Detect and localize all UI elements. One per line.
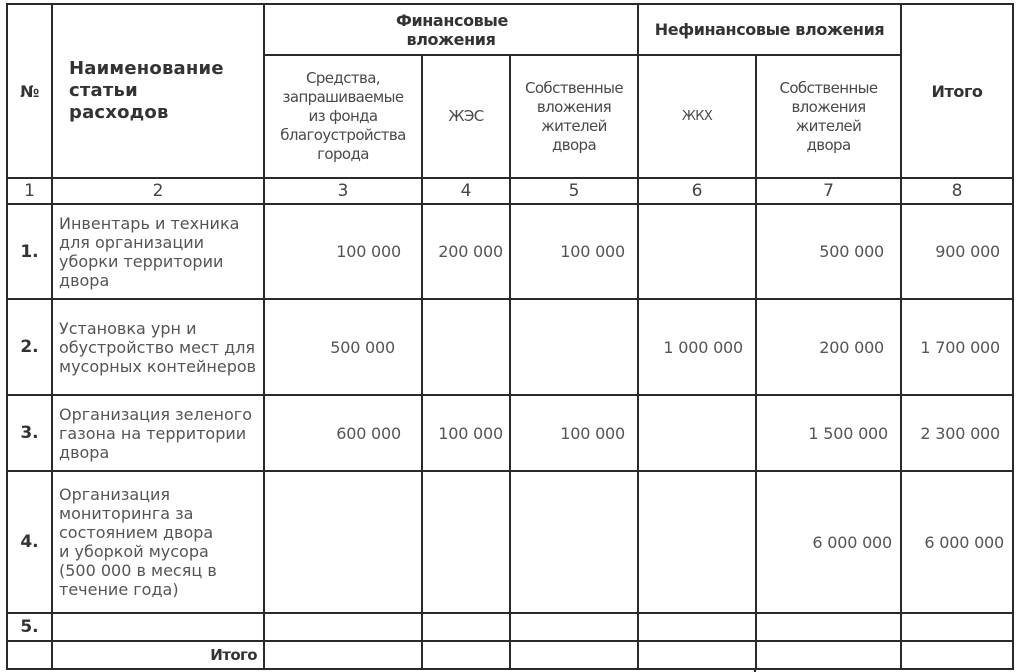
header-group-financial: Финансовые вложения bbox=[264, 4, 638, 55]
table-row bbox=[7, 613, 1013, 641]
cell-jes: 200 000 bbox=[422, 204, 510, 299]
total-cell bbox=[638, 641, 756, 669]
header-name: Наименование статьи расходов bbox=[52, 4, 264, 178]
stray-line bbox=[754, 668, 756, 672]
cell-city-fund: 100 000 bbox=[264, 204, 422, 299]
column-number: 6 bbox=[638, 178, 756, 204]
cell-residents-nonfin bbox=[756, 613, 901, 641]
header-residents-fin: Собственные вложения жителей двора bbox=[510, 55, 638, 178]
header-jes: ЖЭС bbox=[422, 55, 510, 178]
row-number: 4. bbox=[7, 471, 52, 613]
row-name: Организация зеленого газона на территории двора bbox=[52, 395, 264, 471]
cell-jes bbox=[422, 471, 510, 613]
cell-total: 900 000 bbox=[901, 204, 1013, 299]
column-number: 2 bbox=[52, 178, 264, 204]
cell-jkh bbox=[638, 204, 756, 299]
header-jkh: ЖКХ bbox=[638, 55, 756, 178]
cell-residents-fin bbox=[510, 613, 638, 641]
column-number-row bbox=[7, 178, 1013, 204]
cell-total: 2 300 000 bbox=[901, 395, 1013, 471]
cell-total: 6 000 000 bbox=[901, 471, 1013, 613]
table-row bbox=[7, 204, 1013, 299]
header-no: № bbox=[7, 4, 52, 178]
column-number: 4 bbox=[422, 178, 510, 204]
row-number: 5. bbox=[7, 613, 52, 641]
header-total: Итого bbox=[901, 4, 1013, 178]
cell-total bbox=[901, 613, 1013, 641]
total-cell bbox=[756, 641, 901, 669]
table-row bbox=[7, 299, 1013, 395]
cell-residents-nonfin: 1 500 000 bbox=[756, 395, 901, 471]
row-number: 1. bbox=[7, 204, 52, 299]
expense-table bbox=[6, 3, 1014, 670]
column-number: 5 bbox=[510, 178, 638, 204]
cell-jkh bbox=[638, 395, 756, 471]
row-name bbox=[52, 613, 264, 641]
row-number: 3. bbox=[7, 395, 52, 471]
header-group-nonfinancial: Нефинансовые вложения bbox=[638, 4, 901, 55]
cell-residents-fin bbox=[510, 471, 638, 613]
cell-city-fund bbox=[264, 613, 422, 641]
total-cell bbox=[422, 641, 510, 669]
column-number: 7 bbox=[756, 178, 901, 204]
total-cell bbox=[901, 641, 1013, 669]
cell-total: 1 700 000 bbox=[901, 299, 1013, 395]
cell-residents-fin: 100 000 bbox=[510, 395, 638, 471]
cell-residents-fin bbox=[510, 299, 638, 395]
header-city-fund: Средства, запрашиваемые из фонда благоустройства города bbox=[264, 55, 422, 178]
cell-jkh: 1 000 000 bbox=[638, 299, 756, 395]
cell-city-fund bbox=[264, 471, 422, 613]
cell-city-fund: 600 000 bbox=[264, 395, 422, 471]
total-empty-cell bbox=[7, 641, 52, 669]
row-name: Организация мониторинга за состоянием двора и уборкой мусора (500 000 в месяц в течение года) bbox=[52, 471, 264, 613]
row-number: 2. bbox=[7, 299, 52, 395]
cell-residents-nonfin: 200 000 bbox=[756, 299, 901, 395]
total-row bbox=[7, 641, 1013, 669]
header-residents-nonfin: Собственные вложения жителей двора bbox=[756, 55, 901, 178]
column-number: 3 bbox=[264, 178, 422, 204]
table-row bbox=[7, 471, 1013, 613]
column-number: 8 bbox=[901, 178, 1013, 204]
cell-jkh bbox=[638, 471, 756, 613]
cell-residents-fin: 100 000 bbox=[510, 204, 638, 299]
total-label: Итого bbox=[52, 641, 264, 669]
total-cell bbox=[264, 641, 422, 669]
total-cell bbox=[510, 641, 638, 669]
cell-jes: 100 000 bbox=[422, 395, 510, 471]
cell-jes bbox=[422, 613, 510, 641]
row-name: Инвентарь и техника для организации уборки территории двора bbox=[52, 204, 264, 299]
column-number: 1 bbox=[7, 178, 52, 204]
cell-residents-nonfin: 6 000 000 bbox=[756, 471, 901, 613]
row-name: Установка урн и обустройство мест для мусорных контейнеров bbox=[52, 299, 264, 395]
cell-residents-nonfin: 500 000 bbox=[756, 204, 901, 299]
table-row bbox=[7, 395, 1013, 471]
cell-jkh bbox=[638, 613, 756, 641]
cell-jes bbox=[422, 299, 510, 395]
cell-city-fund: 500 000 bbox=[264, 299, 422, 395]
